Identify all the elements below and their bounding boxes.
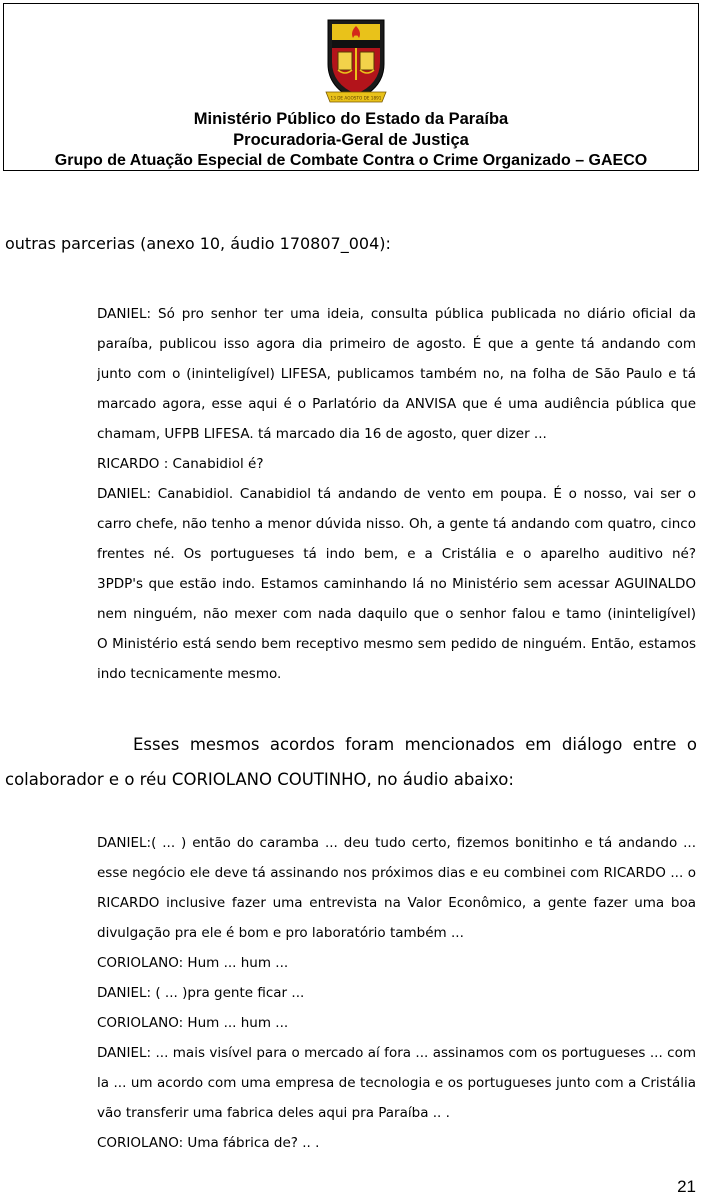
quote-line: nem ninguém, não mexer com nada daquilo que o senhor falou e tamo (ininteligível) — [97, 606, 696, 622]
quote-line: la ... um acordo com uma empresa de tecnologia e os portugueses junto com a Cristália — [97, 1075, 696, 1091]
quote-line: DANIEL: Só pro senhor ter uma ideia, consulta pública publicada no diário oficial da — [97, 306, 696, 322]
quote-line: carro chefe, não tenho a menor dúvida nisso. Oh, a gente tá andando com quatro, cinco — [97, 516, 696, 532]
quote-line: CORIOLANO: Uma fábrica de? .. . — [97, 1135, 320, 1151]
quote-line: frentes né. Os portugueses tá indo bem, e a Cristália e o aparelho auditivo né? — [97, 546, 696, 562]
quote-line: junto com o (ininteligível) LIFESA, publicamos também no, na folha de São Paulo e tá — [97, 366, 696, 382]
svg-text:13 DE AGOSTO DE 1891: 13 DE AGOSTO DE 1891 — [330, 95, 382, 101]
page-number: 21 — [677, 1177, 696, 1196]
quote-line: RICARDO inclusive fazer uma entrevista na Valor Econômico, a gente fazer uma boa — [97, 895, 696, 911]
quote-line: chamam, UFPB LIFESA. tá marcado dia 16 de agosto, quer dizer ... — [97, 426, 547, 442]
quote-line: DANIEL: ( ... )pra gente ficar ... — [97, 985, 305, 1001]
quote-line: 3PDP's que estão indo. Estamos caminhando lá no Ministério sem acessar AGUINALDO — [97, 576, 696, 592]
transcript-quote-2 — [97, 828, 696, 1158]
quote-line: DANIEL:( ... ) então do caramba ... deu tudo certo, fizemos bonitinho e tá andando ... — [97, 835, 696, 851]
header-line-procuradoria: Procuradoria-Geral de Justiça — [233, 131, 469, 149]
header-line-ministry: Ministério Público do Estado da Paraíba — [193, 110, 509, 128]
quote-line: CORIOLANO: Hum ... hum ... — [97, 955, 289, 971]
paragraph-line: colaborador e o réu CORIOLANO COUTINHO, no áudio abaixo: — [5, 770, 514, 789]
quote-line: RICARDO : Canabidiol é? — [97, 456, 264, 472]
header-line-gaeco: Grupo de Atuação Especial de Combate Contra o Crime Organizado – GAECO — [54, 152, 648, 169]
quote-line: O Ministério está sendo bem receptivo mesmo sem pedido de ninguém. Então, estamos — [97, 636, 696, 652]
transcript-quote-1 — [97, 299, 696, 689]
quote-line: vão transferir uma fabrica deles aqui pra Paraíba .. . — [97, 1105, 450, 1121]
paragraph-line: Esses mesmos acordos foram mencionados em diálogo entre o — [133, 735, 697, 754]
intro-text-line: outras parcerias (anexo 10, áudio 170807_004): — [5, 234, 391, 253]
quote-line: indo tecnicamente mesmo. — [97, 666, 282, 682]
ministry-coat-of-arms-emblem — [322, 14, 390, 106]
quote-line: DANIEL: ... mais visível para o mercado aí fora ... assinamos com os portugueses ... com — [97, 1045, 696, 1061]
quote-line: divulgação pra ele é bom e pro laboratório também ... — [97, 925, 464, 941]
quote-line: paraíba, publicou isso agora dia primeiro de agosto. É que a gente tá andando com — [97, 336, 696, 352]
quote-line: DANIEL: Canabidiol. Canabidiol tá andando de vento em poupa. É o nosso, vai ser o — [97, 486, 696, 502]
document-header — [3, 3, 699, 171]
quote-line: esse negócio ele deve tá assinando nos próximos dias e eu combinei com RICARDO ... o — [97, 865, 696, 881]
quote-line: CORIOLANO: Hum ... hum ... — [97, 1015, 289, 1031]
quote-line: marcado agora, esse aqui é o Parlatório da ANVISA que é uma audiência pública que — [97, 396, 696, 412]
body-paragraph — [5, 727, 697, 797]
